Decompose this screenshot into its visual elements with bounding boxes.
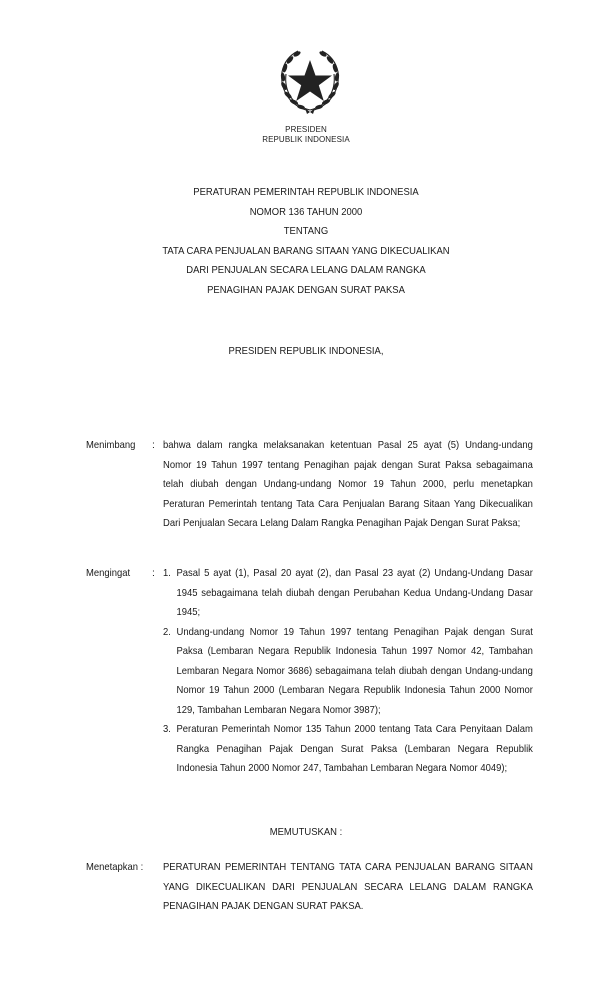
list-number: 1. — [163, 567, 171, 579]
list-text: Pasal 5 ayat (1), Pasal 20 ayat (2), dan Pasal 23 ayat (2) Undang-Undang Dasar 1945 sebagaimana telah diubah dengan Perubahan Kedua Undang-Undang Dasar 1945; — [176, 567, 533, 618]
list-number: 3. — [163, 723, 171, 735]
title-subject-line: TATA CARA PENJUALAN BARANG SITAAN YANG DIKECUALIKAN — [162, 244, 450, 257]
section-label: Menetapkan : — [86, 861, 144, 873]
decision-heading: MEMUTUSKAN : — [269, 826, 343, 838]
list-item — [163, 720, 533, 779]
section-colon: : — [152, 439, 155, 451]
list-item — [163, 623, 533, 721]
section-colon: : — [152, 567, 155, 579]
mengingat-list — [163, 564, 533, 779]
title-line: PERATURAN PEMERINTAH REPUBLIK INDONESIA — [193, 186, 419, 198]
presidential-emblem-icon — [276, 46, 344, 116]
section-body-wrap — [163, 436, 533, 534]
title-subject-line: PENAGIHAN PAJAK DENGAN SURAT PAKSA — [207, 283, 405, 296]
emblem-caption-presiden: PRESIDEN — [285, 125, 327, 134]
list-text: Undang-undang Nomor 19 Tahun 1997 tentang Penagihan Pajak dengan Surat Paksa (Lembaran Negara Republik Indonesia Tahun 1997 Nomor 42, Tambahan Lembaran Negara Nomor 3686) sebagaimana telah diubah dengan Undang-undang Nomor 19 Tahun 2000 (Lembaran Negara Republik Indonesia Tahun 2000 Nomor 129, Tambahan Lembaran Negara Nomor 3987); — [176, 625, 533, 716]
title-number: NOMOR 136 TAHUN 2000 — [249, 205, 363, 218]
emblem-caption-republik: REPUBLIK INDONESIA — [262, 135, 350, 144]
issuer-heading: PRESIDEN REPUBLIK INDONESIA, — [228, 345, 384, 357]
list-text: Peraturan Pemerintah Nomor 135 Tahun 2000 tentang Tata Cara Penyitaan Dalam Rangka Penagihan Pajak Dengan Surat Paksa (Lembaran Negara Republik Indonesia Tahun 2000 Nomor 247, Tambahan Lembaran Negara Nomor 4049); — [176, 723, 533, 774]
title-subject-line: DARI PENJUALAN SECARA LELANG DALAM RANGKA — [186, 264, 426, 276]
title-tentang: TENTANG — [283, 225, 329, 237]
section-body-wrap — [163, 858, 533, 917]
section-label: Mengingat — [86, 567, 131, 579]
regulation-title — [0, 183, 612, 300]
list-item — [163, 564, 533, 623]
menetapkan-text: PERATURAN PEMERINTAH TENTANG TATA CARA PENJUALAN BARANG SITAAN YANG DIKECUALIKAN DARI PENJUALAN SECARA LELANG DALAM RANGKA PENAGIHAN PAJAK DENGAN SURAT PAKSA. — [163, 861, 533, 912]
list-number: 2. — [163, 625, 171, 638]
section-label: Menimbang — [86, 439, 136, 451]
menimbang-text: bahwa dalam rangka melaksanakan ketentuan Pasal 25 ayat (5) Undang-undang Nomor 19 Tahun 1997 tentang Penagihan pajak dengan Surat Paksa sebagaimana telah diubah dengan Undang-undang Nomor 19 Tahun 2000, perlu menetapkan Peraturan Pemerintah tentang Tata Cara Penjualan Barang Sitaan Yang Dikecualikan Dari Penjualan Secara Lelang Dalam Rangka Penagihan Pajak Dengan Surat Paksa; — [163, 439, 533, 529]
